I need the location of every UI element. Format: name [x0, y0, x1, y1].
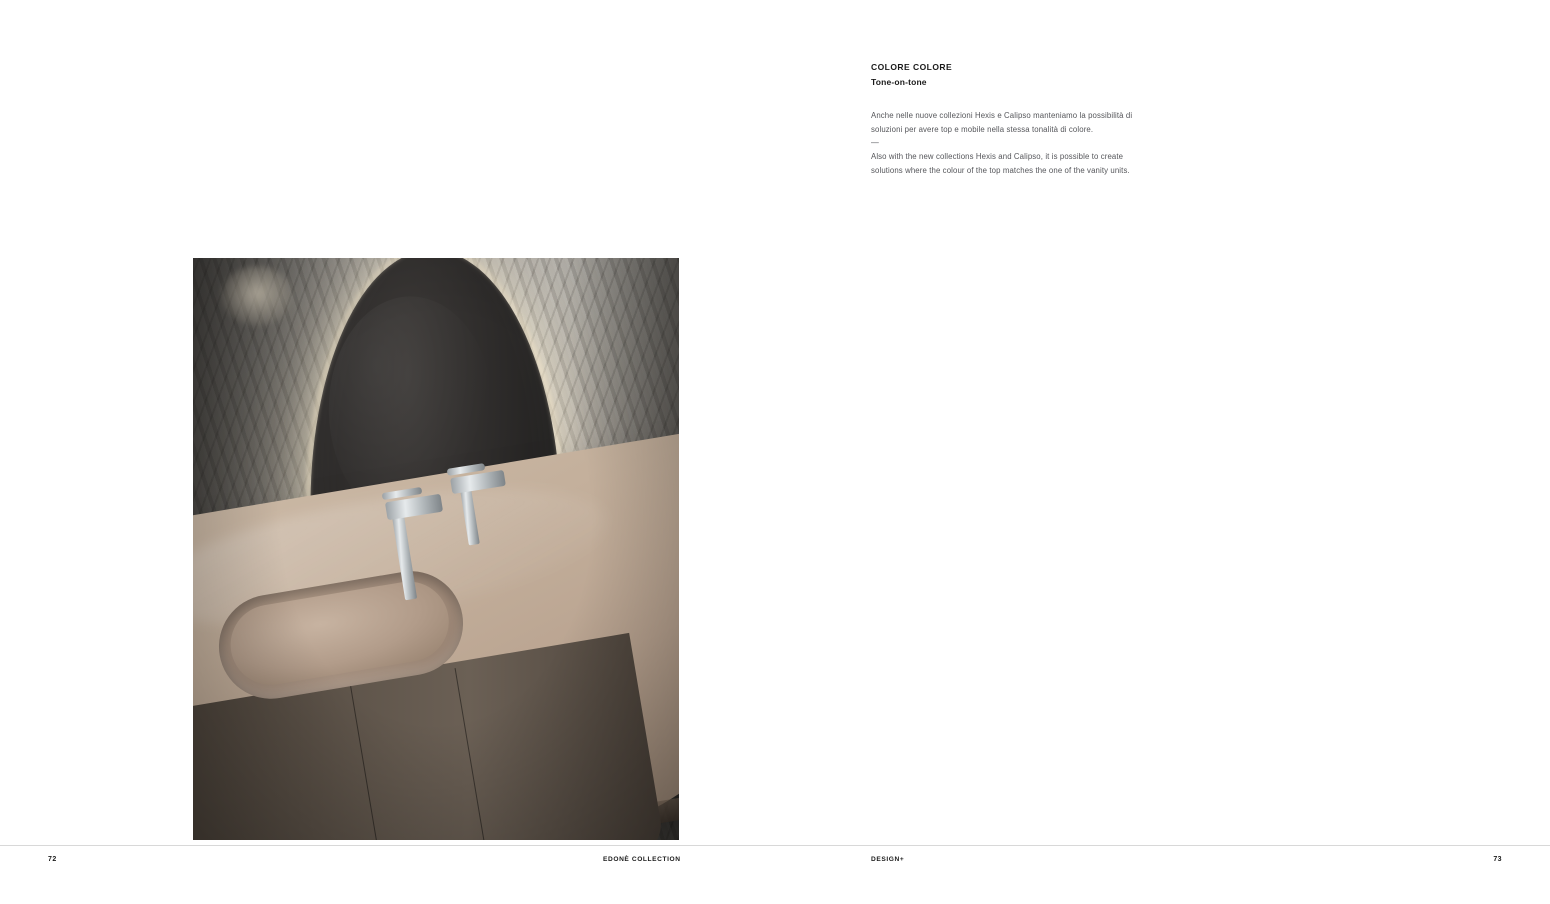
right-page	[775, 0, 1550, 904]
cabinet-door-seam	[350, 686, 391, 840]
wall-light-glow	[221, 266, 293, 326]
footer-rule-left	[0, 845, 775, 846]
cabinet-door-seam	[455, 668, 496, 840]
footer-collection-label: EDONÈ COLLECTION	[603, 856, 681, 863]
copy-body	[871, 109, 1133, 177]
footer-rule-right	[775, 845, 1550, 846]
copy-title: COLORE COLORE	[871, 62, 953, 72]
copy-paragraph-italian: Anche nelle nuove collezioni Hexis e Calipso manteniamo la possibilità di soluzioni per avere top e mobile nella stessa tonalità di colore.	[871, 110, 1133, 134]
copy-block	[871, 62, 1133, 177]
page-number-left: 72	[48, 856, 57, 863]
copy-separator: —	[871, 138, 879, 148]
footer-right	[775, 856, 1550, 868]
bathroom-photo	[193, 258, 679, 840]
footer-design-label: DESIGN+	[871, 856, 905, 863]
photo-canvas	[193, 258, 679, 840]
footer-left	[0, 856, 775, 868]
copy-subtitle: Tone-on-tone	[871, 77, 927, 88]
copy-paragraph-english: Also with the new collections Hexis and Calipso, it is possible to create solutions where the colour of the top matches the one of the vanity units.	[871, 151, 1130, 175]
page-number-right: 73	[1493, 856, 1502, 863]
